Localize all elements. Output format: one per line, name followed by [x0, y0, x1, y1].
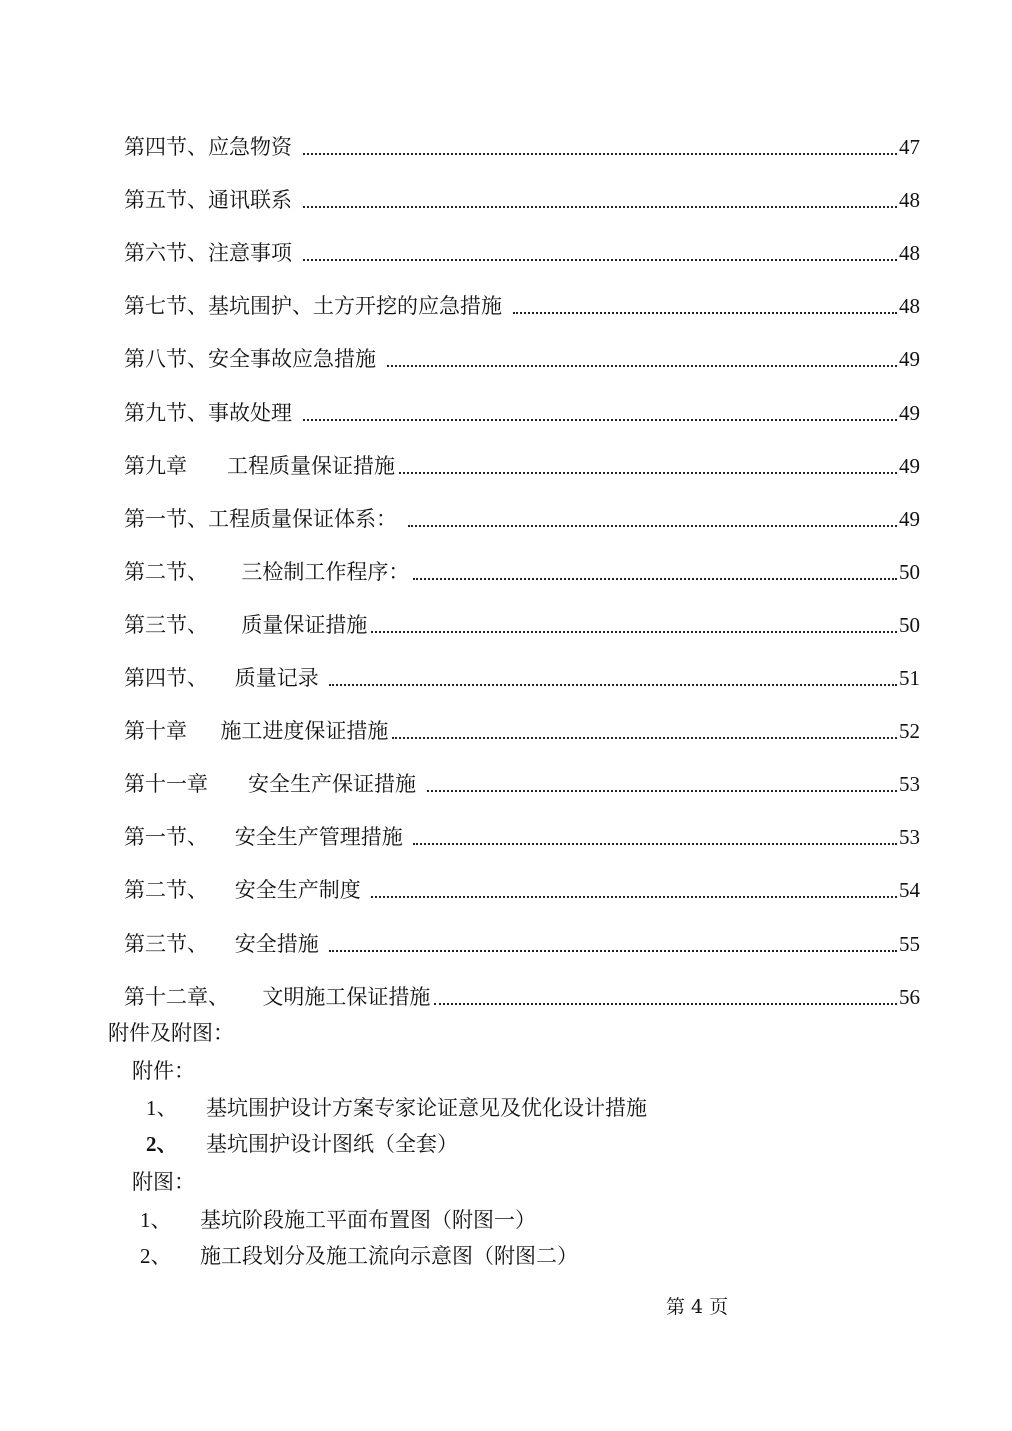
toc-entry[interactable] — [124, 159, 920, 212]
item-number: 2、 — [140, 1244, 172, 1268]
toc-entry-label: 第四节、 质量记录 — [124, 666, 326, 691]
item-text: 基坑阶段施工平面布置图（附图一） — [200, 1208, 536, 1232]
toc-entry[interactable] — [124, 902, 920, 955]
dot-leader — [408, 524, 897, 527]
dot-leader — [371, 895, 897, 898]
futu-item — [140, 1204, 536, 1234]
toc-entry-label: 第九节、事故处理 — [124, 400, 299, 425]
toc-entry-label: 第四节、应急物资 — [124, 135, 299, 160]
toc-entry[interactable] — [124, 425, 920, 478]
toc-entry[interactable] — [124, 318, 920, 371]
toc-entry-page: 49 — [899, 400, 920, 425]
item-text: 基坑围护设计方案专家论证意见及优化设计措施 — [206, 1096, 647, 1120]
futu-item — [140, 1240, 578, 1270]
toc-entry-page: 49 — [899, 506, 920, 531]
toc-entry-page: 47 — [899, 135, 920, 160]
dot-leader — [303, 152, 897, 155]
item-number: 1、 — [140, 1208, 172, 1232]
toc-entry-label: 第三节、 质量保证措施 — [124, 612, 368, 637]
toc-entry-label: 第二节、 安全生产制度 — [124, 878, 368, 903]
dot-leader — [392, 736, 897, 739]
toc-entry-label: 第九章 工程质量保证措施 — [124, 453, 396, 478]
attachments-title: 附件及附图： — [108, 1021, 234, 1045]
dot-leader — [329, 949, 897, 952]
toc-entry[interactable] — [124, 743, 920, 796]
toc-entry[interactable] — [124, 637, 920, 690]
toc-entry[interactable] — [124, 371, 920, 424]
item-text: 基坑围护设计图纸（全套） — [206, 1132, 458, 1156]
item-number: 1、 — [146, 1096, 178, 1120]
toc-entry-label: 第六节、注意事项 — [124, 241, 299, 266]
dot-leader — [427, 789, 897, 792]
toc-entry[interactable] — [124, 584, 920, 637]
toc-entry-page: 52 — [899, 719, 920, 744]
dot-leader — [434, 1002, 897, 1005]
toc-entry-label: 第一节、工程质量保证体系： — [124, 506, 404, 531]
toc-entry[interactable] — [124, 956, 920, 1009]
toc-entry[interactable] — [124, 478, 920, 531]
dot-leader — [513, 311, 897, 314]
dot-leader — [413, 577, 897, 580]
toc-entry[interactable] — [124, 690, 920, 743]
toc-entry-label: 第十二章、 文明施工保证措施 — [124, 984, 431, 1009]
dot-leader — [399, 471, 897, 474]
toc-entry-label: 第十一章 安全生产保证措施 — [124, 772, 423, 797]
dot-leader — [303, 418, 897, 421]
toc-entry[interactable] — [124, 212, 920, 265]
toc-entry[interactable] — [124, 796, 920, 849]
fujian-item — [146, 1128, 458, 1158]
toc-entry-page: 49 — [899, 453, 920, 478]
toc-entry-page: 53 — [899, 825, 920, 850]
table-of-contents — [124, 106, 920, 1009]
fujian-label: 附件： — [132, 1059, 195, 1083]
futu-label: 附图： — [132, 1170, 195, 1194]
toc-entry[interactable] — [124, 531, 920, 584]
toc-entry-label: 第二节、 三检制工作程序： — [124, 559, 410, 584]
toc-entry-label: 第三节、 安全措施 — [124, 931, 326, 956]
toc-entry-page: 53 — [899, 772, 920, 797]
item-number: 2、 — [146, 1132, 178, 1156]
toc-entry-page: 48 — [899, 241, 920, 266]
toc-entry-label: 第五节、通讯联系 — [124, 188, 299, 213]
toc-entry-label: 第十章 施工进度保证措施 — [124, 719, 389, 744]
toc-entry[interactable] — [124, 265, 920, 318]
toc-entry-page: 48 — [899, 294, 920, 319]
page-number: 第 4 页 — [666, 1296, 729, 1318]
toc-entry-page: 55 — [899, 931, 920, 956]
toc-entry-page: 50 — [899, 559, 920, 584]
dot-leader — [413, 842, 897, 845]
fujian-item — [146, 1092, 647, 1122]
toc-entry-page: 49 — [899, 347, 920, 372]
toc-entry-page: 48 — [899, 188, 920, 213]
toc-entry-label: 第一节、 安全生产管理措施 — [124, 825, 410, 850]
dot-leader — [371, 630, 897, 633]
toc-entry-page: 51 — [899, 666, 920, 691]
toc-entry[interactable] — [124, 849, 920, 902]
dot-leader — [303, 205, 897, 208]
dot-leader — [303, 258, 897, 261]
toc-entry-page: 56 — [899, 984, 920, 1009]
dot-leader — [387, 364, 897, 367]
toc-entry-label: 第七节、基坑围护、土方开挖的应急措施 — [124, 294, 509, 319]
dot-leader — [329, 683, 897, 686]
toc-entry-page: 50 — [899, 612, 920, 637]
toc-entry-label: 第八节、安全事故应急措施 — [124, 347, 383, 372]
toc-entry[interactable] — [124, 106, 920, 159]
toc-entry-page: 54 — [899, 878, 920, 903]
item-text: 施工段划分及施工流向示意图（附图二） — [200, 1244, 578, 1268]
